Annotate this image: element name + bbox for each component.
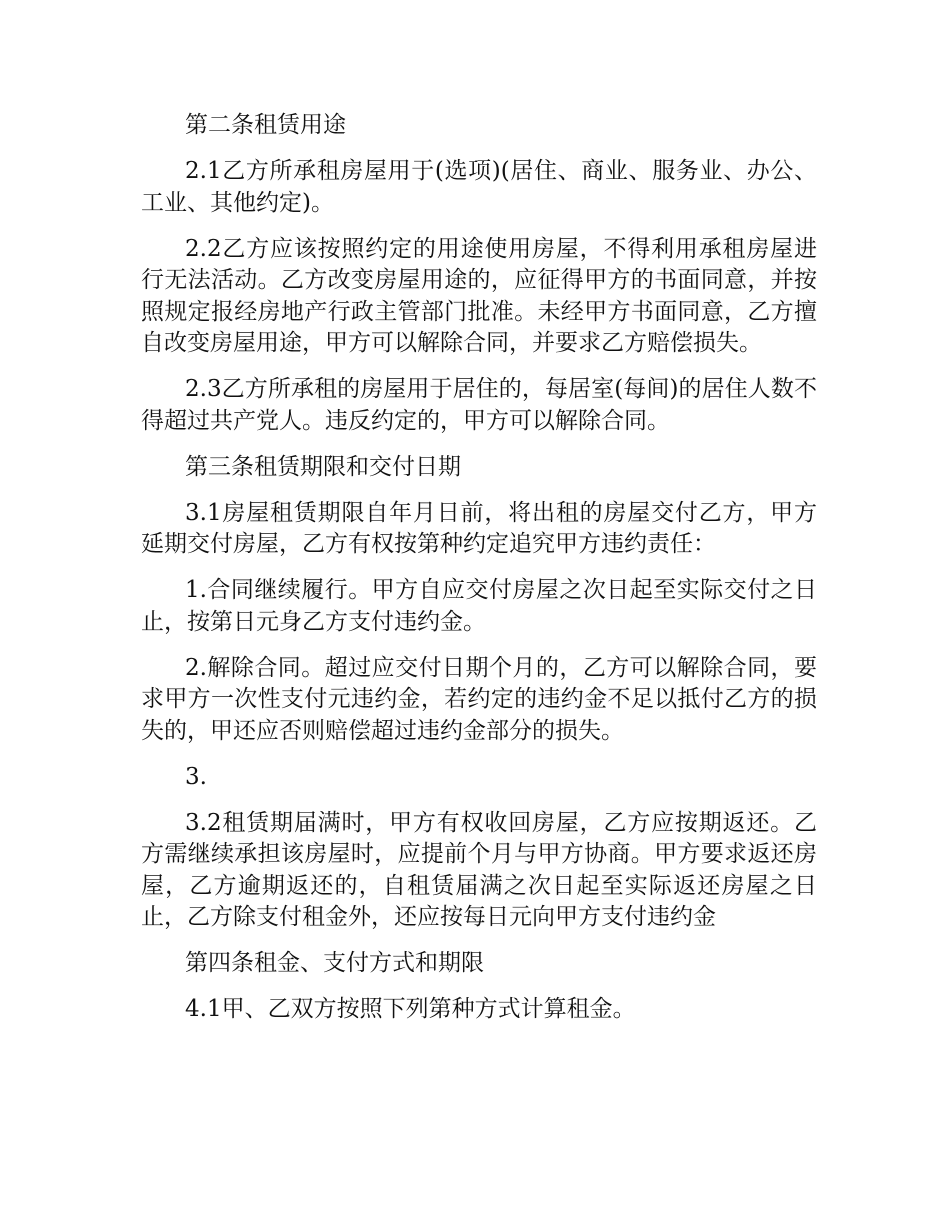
- clause-2-2: 2.2乙方应该按照约定的用途使用房屋，不得利用承租房屋进行无法活动。乙方改变房屋用途的，应征得甲方的书面同意，并按照规定报经房地产行政主管部门批准。未经甲方书面同意，乙方擅自改变房屋用途，甲方可以解除合同，并要求乙方赔偿损失。: [141, 235, 817, 356]
- clause-3-1-option-3: 3.: [185, 763, 207, 790]
- clause-2-1: 2.1乙方所承租房屋用于(选项)(居住、商业、服务业、办公、工业、其他约定)。: [141, 158, 817, 216]
- section-heading-2: 第二条租赁用途: [185, 112, 346, 138]
- clause-2-3: 2.3乙方所承租的房屋用于居住的，每居室(每间)的居住人数不得超过共产党人。违反约定的，甲方可以解除合同。: [141, 376, 817, 434]
- clause-3-2: 3.2租赁期届满时，甲方有权收回房屋，乙方应按期返还。乙方需继续承担该房屋时，应提前个月与甲方协商。甲方要求返还房屋，乙方逾期返还的，自租赁届满之次日起至实际返还房屋之日止，乙方除支付租金外，还应按每日元向甲方支付违约金: [141, 809, 817, 930]
- clause-3-1-option-2: 2.解除合同。超过应交付日期个月的，乙方可以解除合同，要求甲方一次性支付元违约金，若约定的违约金不足以抵付乙方的损失的，甲还应否则赔偿超过违约金部分的损失。: [141, 654, 817, 744]
- clause-3-1-option-1: 1.合同继续履行。甲方自应交付房屋之次日起至实际交付之日止，按第日元身乙方支付违约金。: [141, 577, 817, 635]
- section-heading-4: 第四条租金、支付方式和期限: [185, 950, 484, 976]
- clause-3-1: 3.1房屋租赁期限自年月日前，将出租的房屋交付乙方，甲方延期交付房屋，乙方有权按第种约定追究甲方违约责任：: [141, 499, 817, 557]
- document-body: [141, 110, 817, 1040]
- section-heading-3: 第三条租赁期限和交付日期: [185, 453, 461, 480]
- clause-4-1: 4.1甲、乙双方按照下列第种方式计算租金。: [185, 996, 636, 1022]
